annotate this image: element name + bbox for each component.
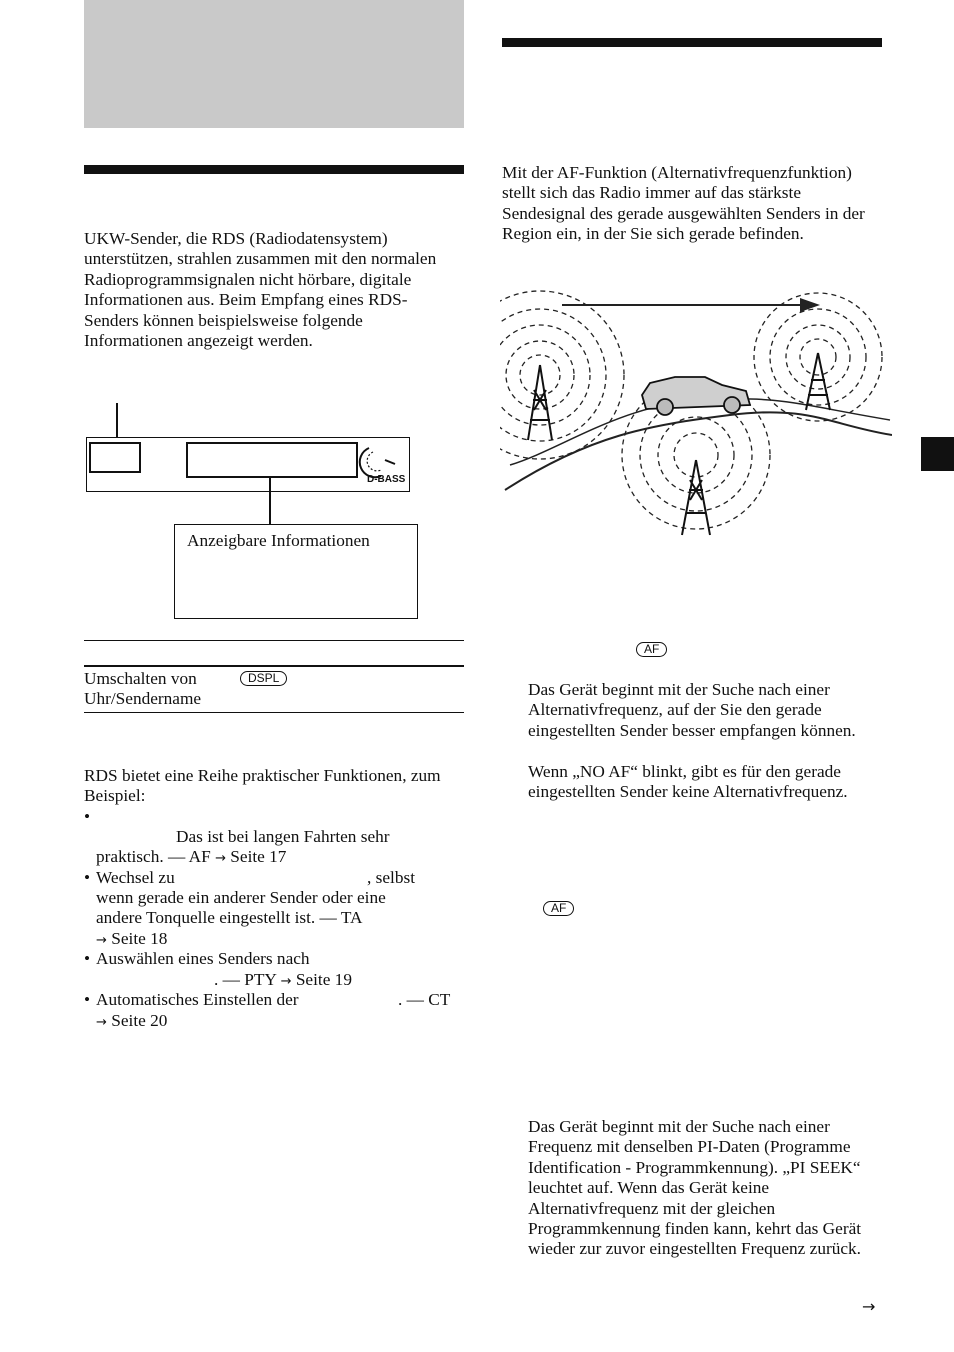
switch-label-line2: Uhr/Sendername [84, 689, 202, 708]
bullet3-text: . — PTY [214, 970, 277, 989]
page-ref-18: Seite 18 [111, 929, 168, 948]
display-segment-small [89, 442, 141, 473]
header-gray-block [84, 0, 464, 128]
af-illustration [500, 285, 892, 545]
arrow-icon: → [215, 851, 226, 866]
arrow-icon: → [280, 974, 292, 989]
af-button-secondary[interactable]: AF [543, 901, 574, 916]
table-rule-bottom [84, 712, 464, 713]
af-intro-paragraph: Mit der AF-Funktion (Alternativfrequenzfunktion) stellt sich das Radio immer auf das stärkste Sendesignal des gerade ausgewählten Senders in der Region ein, in der Sie sich gerade befinden. [502, 163, 865, 244]
info-box-label: Anzeigbare Informationen [187, 531, 370, 550]
switch-label-line1: Umschalten von [84, 669, 197, 688]
page-ref-17: Seite 17 [230, 847, 287, 866]
dbass-logo-text: D-BASS [367, 474, 406, 485]
bullet2-line3: andere Tonquelle eingestellt ist. — TA [96, 908, 363, 927]
bullet1-line3 [96, 847, 286, 869]
bullet2-line2: wenn gerade ein anderer Sender oder eine [96, 888, 386, 907]
bullet2-line1-a: Wechsel zu [96, 868, 175, 887]
table-rule-middle [84, 665, 464, 667]
arrow-icon: → [96, 933, 107, 948]
af-button[interactable]: AF [636, 642, 667, 657]
bullet-4: • [84, 990, 91, 1009]
step2-text: Das Gerät beginnt mit der Suche nach einer Frequenz mit denselben PI-Daten (Programme Identification - Programmkennung). „PI SEEK“ leuchtet auf. Wenn das Gerät keine Alternativfrequenz mit der gleichen Programmkennung finden kann, kehrt das Gerät wieder zur zuvor eingestellten Frequenz zurück. [528, 1117, 862, 1259]
bullet-1: • [84, 807, 91, 826]
rds-intro-paragraph: UKW-Sender, die RDS (Radiodatensystem) unterstützen, strahlen zusammen mit den normalen Radioprogrammsignalen nicht hörbare, digitale Informationen aus. Beim Empfang eines RDS-Senders können beispielsweise folgende Informationen angezeigt werden. [84, 229, 437, 351]
page-ref-19: Seite 19 [295, 970, 352, 989]
bullet2-line1-b: , selbst [367, 868, 416, 887]
bullet-3: • [84, 949, 91, 968]
pointer-line-right [269, 476, 271, 524]
bullet1-text: praktisch. — AF [96, 847, 211, 866]
step1-note: Wenn „NO AF“ blinkt, gibt es für den gerade eingestellten Sender keine Alternativfrequenz. [528, 762, 848, 802]
step1-text: Das Gerät beginnt mit der Suche nach einer Alternativfrequenz, auf der Sie den gerade eingestellten Sender besser empfangen können. [528, 680, 856, 740]
section-bar-left [84, 165, 464, 174]
bullet-2: • [84, 868, 91, 887]
bullet4-line1-a: Automatisches Einstellen der [96, 990, 299, 1009]
continue-arrow-icon: → [862, 1297, 876, 1316]
features-intro: RDS bietet eine Reihe praktischer Funktionen, zum Beispiel: [84, 766, 441, 806]
arrow-icon: → [96, 1015, 107, 1030]
table-rule-top [84, 640, 464, 641]
section-bar-right [502, 38, 882, 47]
bullet1-line2: Das ist bei langen Fahrten sehr [176, 827, 390, 846]
display-segment-large [186, 442, 358, 478]
bullet4-line1-b: . — CT [398, 990, 451, 1009]
chapter-tab [921, 437, 954, 471]
bullet3-line1: Auswählen eines Senders nach [96, 949, 310, 968]
bullet4-line2 [96, 1011, 167, 1033]
page-ref-20: Seite 20 [111, 1011, 168, 1030]
dspl-button[interactable]: DSPL [240, 671, 287, 686]
